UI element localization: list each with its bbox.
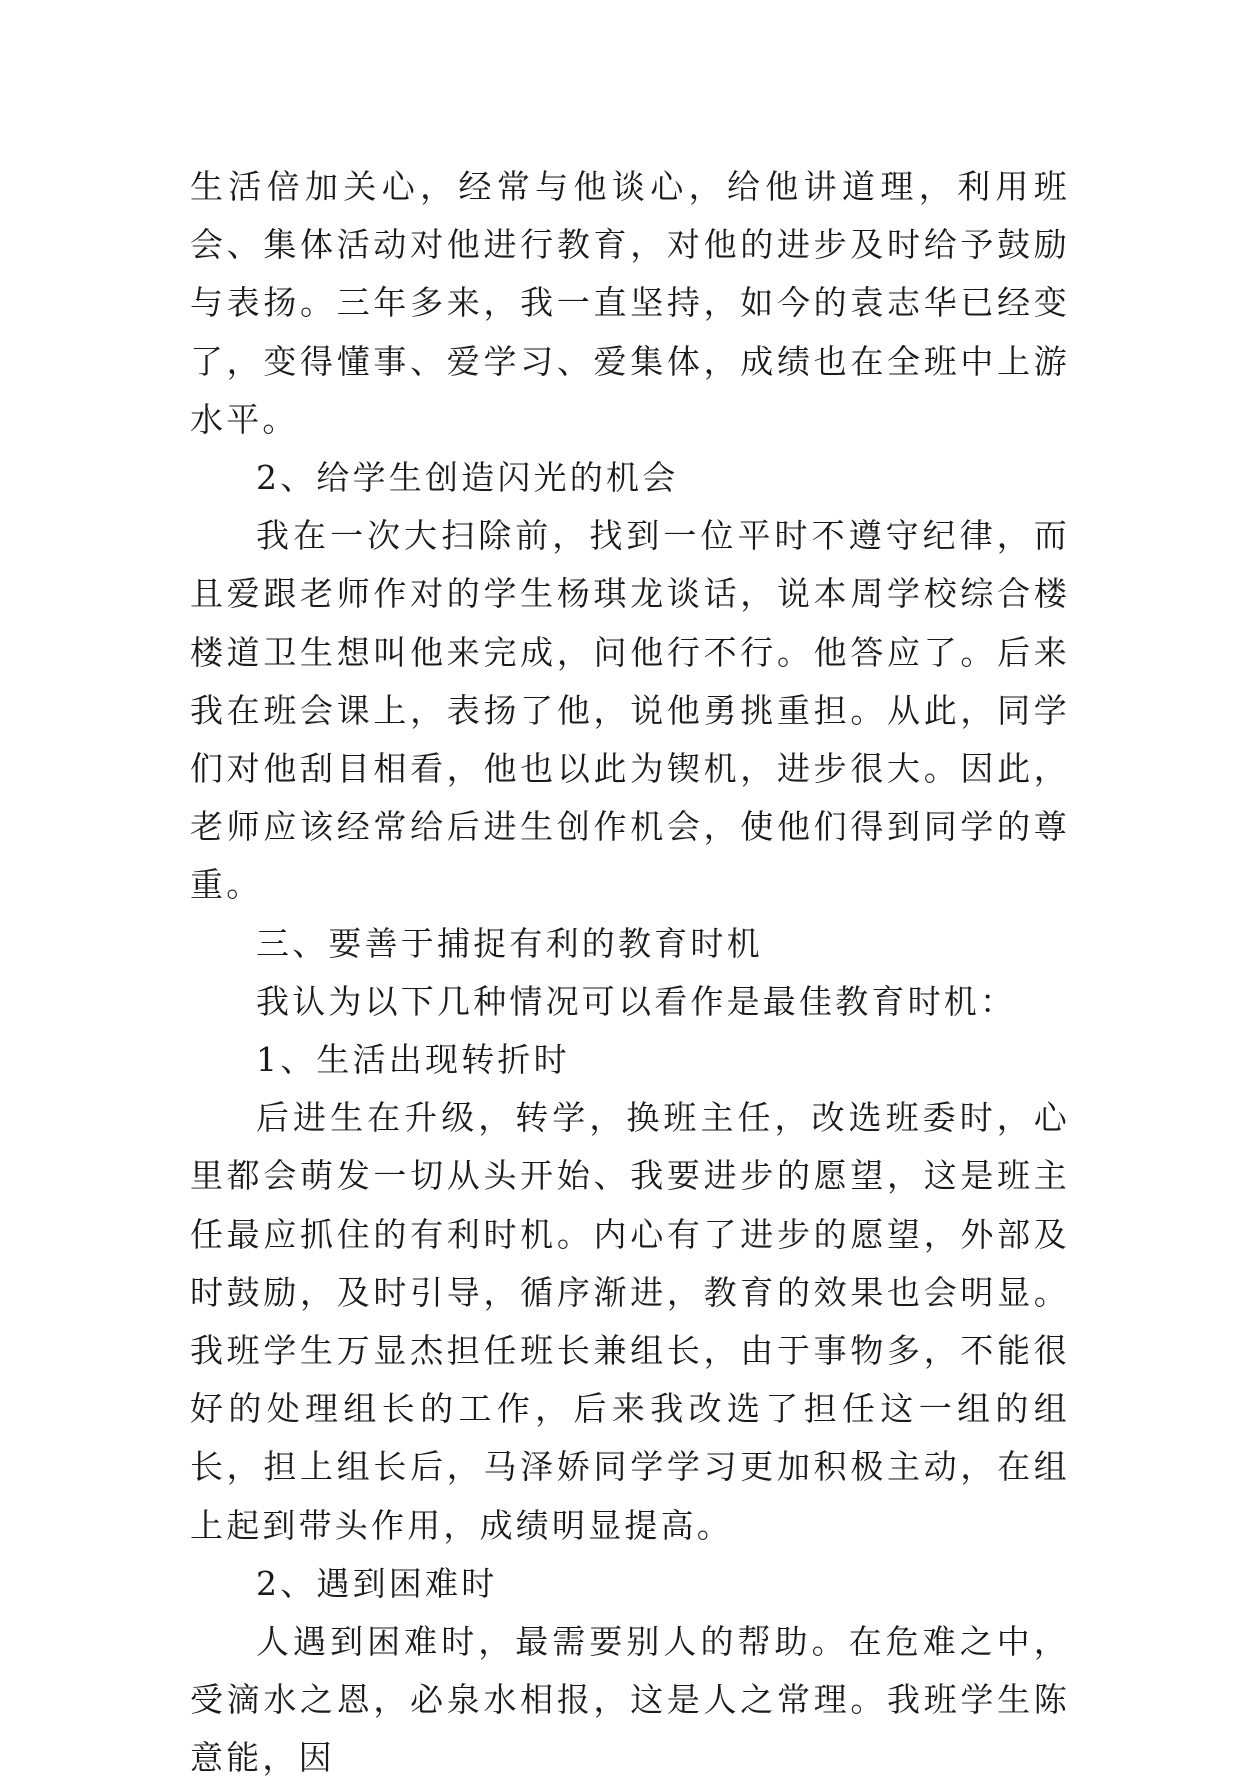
section-heading-education-timing: 三、要善于捕捉有利的教育时机 [256, 923, 763, 963]
paragraph-best-timing-intro: 我认为以下几种情况可以看作是最佳教育时机： [256, 981, 1017, 1021]
paragraph-cleanup-story: 我在一次大扫除前，找到一位平时不遵守纪律，而且爱跟老师作对的学生杨琪龙谈话，说本周学校综合楼楼道卫生想叫他来完成，问他行不行。他答应了。后来我在班会课上，表扬了他，说他勇挑重担。从此，同学们对他刮目相看，他也以此为锲机，进步很大。因此，老师应该经常给后进生创作机会，使他们得到同学的尊重。 [190, 516, 1070, 905]
paragraph-continued: 生活倍加关心，经常与他谈心，给他讲道理，利用班会、集体活动对他进行教育，对他的进步及时给予鼓励与表扬。三年多来，我一直坚持，如今的袁志华已经变了，变得懂事、爱学习、爱集体，成绩也在全班中上游水平。 [190, 167, 1070, 439]
subheading-life-turning-point: 1、生活出现转折时 [256, 1040, 570, 1080]
subheading-facing-difficulty: 2、遇到困难时 [256, 1563, 498, 1603]
subheading-create-opportunity: 2、给学生创造闪光的机会 [256, 458, 679, 498]
paragraph-facing-difficulty: 人遇到困难时，最需要别人的帮助。在危难之中，受滴水之恩，必泉水相报，这是人之常理。我班学生陈意能，因 [190, 1622, 1070, 1778]
document-body [190, 158, 1070, 1788]
paragraph-turning-point: 后进生在升级，转学，换班主任，改选班委时，心里都会萌发一切从头开始、我要进步的愿望，这是班主任最应抓住的有利时机。内心有了进步的愿望，外部及时鼓励，及时引导，循序渐进，教育的效果也会明显。我班学生万显杰担任班长兼组长，由于事物多，不能很好的处理组长的工作，后来我改选了担任这一组的组长，担上组长后，马泽娇同学学习更加积极主动，在组上起到带头作用，成绩明显提高。 [190, 1098, 1070, 1545]
